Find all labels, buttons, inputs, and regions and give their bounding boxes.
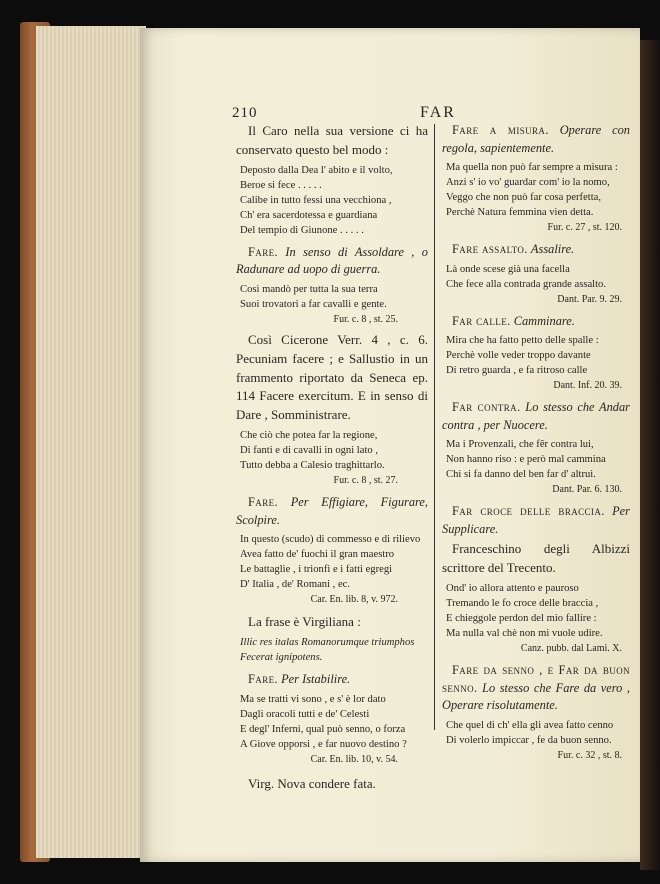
verse-line: Le battaglie , i trionfi e i fatti egregi: [240, 564, 393, 576]
commentary-paragraph: Così Cicerone Verr. 4 , c. 6. Pecuniam facere ; e Sallustio in un frammento riportato da Seneca ep. 114 Facere exercitum. E in senso di Dare , Somministrare.: [236, 331, 428, 423]
right-column: [442, 122, 630, 763]
verse-block-1: [240, 163, 428, 238]
final-line: Virg. Nova condere fata.: [248, 775, 376, 791]
virgilian-note: La frase è Virgiliana :: [248, 614, 361, 630]
verse-line: Avea fatto de' fuochi il gran maestro: [240, 549, 395, 561]
verse-line: Calibe in tutto fessi una vecchiona ,: [240, 194, 392, 206]
verse-line: Ma quella non può far sempre a misura :: [446, 162, 618, 174]
latin-line: Fecerat ignipotens.: [240, 652, 323, 664]
citation: Dant. Par. 9. 29.: [557, 293, 622, 305]
book-gutter-shadow: [640, 40, 660, 870]
entry-fare-effigiare: [236, 494, 428, 529]
verse-block-3: [240, 428, 428, 473]
verse-line: Di volerlo impiccar , fe da buon senno.: [446, 734, 612, 746]
citation: Car. En. lib. 10, v. 54.: [310, 753, 398, 765]
entry-headword: Far calle.: [452, 313, 511, 328]
verse-line: Perchè volle veder troppo davante: [446, 350, 591, 362]
entry-headword: Fare assalto.: [452, 242, 528, 257]
verse-line: Suoi trovatori a far cavalli e gente.: [240, 299, 387, 311]
verse-line: Ond' io allora attento e pauroso: [446, 583, 579, 595]
verse-line: A Giove opporsi , e far nuovo destino ?: [240, 738, 407, 750]
entry-definition: Per Istabilire.: [281, 672, 351, 687]
entry-headword: Fare.: [248, 495, 278, 510]
entry-definition: Lo stesso che Andar contra , per Nuocere.: [442, 400, 630, 432]
citation: Fur. c. 8 , st. 25.: [333, 314, 398, 326]
entry-headword: Fare.: [248, 672, 278, 687]
entry-fare-istabilire: [236, 671, 428, 689]
verse-line: Così mandò per tutta la sua terra: [240, 284, 378, 296]
page-number: 210: [232, 105, 258, 121]
entry-fare-assoldare: [236, 244, 428, 279]
verse-block-2: [240, 282, 428, 312]
latin-quote: [240, 635, 428, 665]
verse-line: Che ciò che potea far la regione,: [240, 430, 378, 442]
page-stack-edges: [36, 26, 146, 858]
verse-block: [446, 262, 630, 292]
verse-line: Ma i Provenzali, che fêr contra lui,: [446, 439, 594, 451]
verse-line: Ma nulla val chè non mi vuole udire.: [446, 628, 603, 640]
entry-headword: Fare da senno , e Far da buon senno.: [442, 663, 630, 695]
verse-line: E chieggole perdon del mio fallire :: [446, 613, 597, 625]
entry-headword: Fare a misura.: [452, 123, 549, 137]
verse-line: Che quel di ch' ella gli avea fatto cenno: [446, 719, 614, 731]
citation: Fur. c. 32 , st. 8.: [557, 749, 622, 761]
intro-text: Il Caro nella sua versione ci ha conservato questo bel modo :: [236, 123, 428, 157]
latin-line: Illic res italas Romanorumque triumphos: [240, 637, 415, 649]
entry-definition: Per Supplicare.: [442, 504, 630, 536]
citation: Car. En. lib. 8, v. 972.: [310, 594, 398, 606]
verse-line: Tutto debba a Calesio traghittarlo.: [240, 460, 385, 472]
entry-definition: Operare con regola, sapientemente.: [442, 123, 630, 155]
left-column: [236, 122, 428, 793]
verse-line: Di fanti e di cavalli in ogni lato ,: [240, 445, 378, 457]
verse-line: Non hanno riso : e però mal cammina: [446, 454, 606, 466]
entry-headword: Fare.: [248, 244, 278, 259]
verse-block: [446, 581, 630, 641]
verse-line: Ma se tratti vi sono , e s' è lor dato: [240, 693, 386, 705]
verse-line: Che fece alla contrada grande assalto.: [446, 278, 607, 290]
verse-block-4: [240, 532, 428, 592]
verse-line: Perchè Natura femmina vien detta.: [446, 207, 594, 219]
verse-line: Dagli oracoli tutti e de' Celesti: [240, 708, 370, 720]
verse-line: Beroe si fece . . . . .: [240, 179, 322, 191]
verse-line: D' Italia , de' Romani , ec.: [240, 579, 351, 591]
citation: Fur. c. 27 , st. 120.: [547, 222, 622, 234]
verse-line: E degl' Inferni, qual può senno, o forza: [240, 723, 406, 735]
citation: Fur. c. 8 , st. 27.: [333, 475, 398, 487]
verse-line: Veggo che non può far cosa perfetta,: [446, 192, 602, 204]
verse-block: [446, 718, 630, 748]
entry-definition: Lo stesso che Fare da vero , Operare risolutamente.: [442, 680, 630, 713]
verse-line: Ch' era sacerdotessa e guardiana: [240, 209, 378, 221]
citation: Dant. Par. 6. 130.: [552, 484, 622, 496]
entry-definition: Per Effigiare, Figurare, Scolpire.: [236, 495, 428, 527]
citation: Canz. pubb. dal Lami. X.: [520, 643, 622, 655]
entry-headword: Far contra.: [452, 400, 521, 415]
verse-line: Del tempio di Giunone . . . . .: [240, 224, 364, 236]
author-note: Franceschino degli Albizzi scrittore del Trecento.: [442, 541, 630, 576]
verse-line: Tremando le fo croce delle braccia ,: [446, 598, 599, 610]
verse-line: Chi si fa danno del ben far d' altrui.: [446, 469, 596, 481]
verse-line: Là onde scese già una facella: [446, 263, 570, 275]
verse-block: [446, 437, 630, 482]
entry-headword: Far croce delle braccia.: [452, 504, 605, 519]
verse-line: Deposto dalla Dea l' abito e il volto,: [240, 164, 393, 176]
citation: Dant. Inf. 20. 39.: [553, 380, 622, 392]
entry-definition: In senso di Assoldare , o Radunare ad uopo di guerra.: [236, 244, 428, 277]
entry-definition: Camminare.: [513, 313, 575, 328]
verse-line: In questo (scudo) di commesso e di rilievo: [240, 534, 421, 546]
verse-block: [446, 160, 630, 220]
verse-line: Mira che ha fatto petto delle spalle :: [446, 335, 599, 347]
verse-line: Di retro guarda , e fa ritroso calle: [446, 365, 588, 377]
verse-line: Anzi s' io vo' guardar com' io la nomo,: [446, 177, 610, 189]
column-divider: [434, 124, 435, 730]
verse-block: [446, 333, 630, 378]
running-headword: FAR: [420, 104, 456, 121]
entry-definition: Assalire.: [530, 242, 575, 257]
verse-block-5: [240, 692, 428, 752]
